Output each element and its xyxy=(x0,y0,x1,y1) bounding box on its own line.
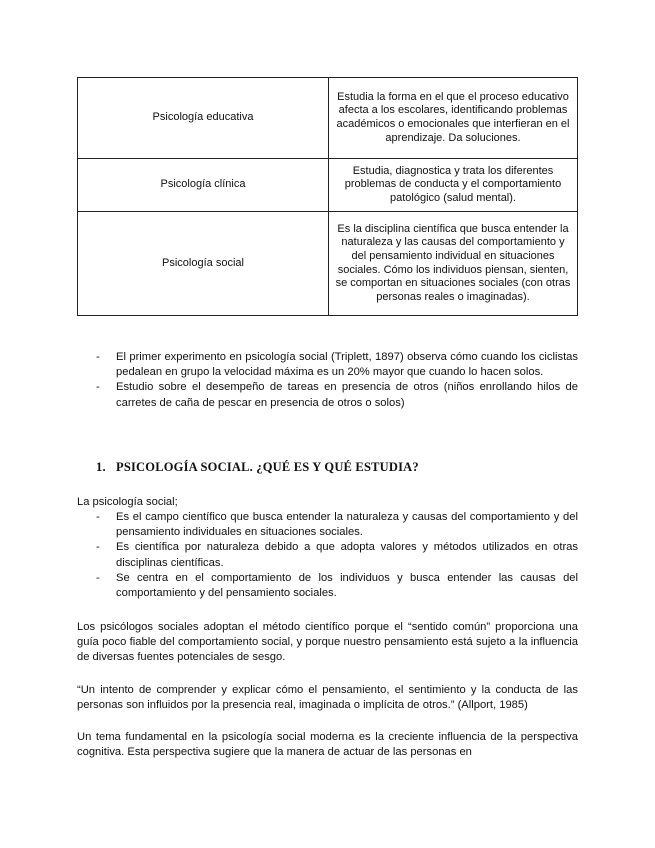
list-item-text: Estudio sobre el desempeño de tareas en presencia de otros (niños enrollando hilos de carretes de caña de pescar en presencia de otros o solos) xyxy=(116,381,578,409)
list-item-text: Se centra en el comportamiento de los individuos y busca entender las causas del comportamiento y del pensamiento sociales. xyxy=(116,571,578,600)
experiments-list xyxy=(77,350,578,411)
table-row xyxy=(78,159,578,212)
table-term-cell: Psicología clínica xyxy=(78,159,329,212)
list-item xyxy=(77,380,578,410)
table-definition-cell: Es la disciplina científica que busca entender la naturaleza y las causas del comportamiento y del pensamiento individual en situaciones sociales. Cómo los individuos piensan, sienten, se comportan en situaciones sociales (con otras personas reales o imaginadas). xyxy=(329,212,578,316)
section-title: PSICOLOGÍA SOCIAL. ¿QUÉ ES Y QUÉ ESTUDIA? xyxy=(116,460,419,474)
list-item xyxy=(77,350,578,380)
table-definition-cell: Estudia, diagnostica y trata los diferentes problemas de conducta y el comportamiento patológico (salud mental). xyxy=(329,159,578,212)
paragraph: Un tema fundamental en la psicología social moderna es la creciente influencia de la perspectiva cognitiva. Esta perspectiva sugiere que la manera de actuar de las personas en xyxy=(77,731,578,759)
quote-paragraph: “Un intento de comprender y explicar cómo el pensamiento, el sentimiento y la conducta de las personas son influidos por la presencia real, imaginada o implícita de otros.” (Allport, 1985) xyxy=(77,684,578,712)
section-number: 1. xyxy=(96,460,106,474)
intro-text: La psicología social; xyxy=(77,496,178,508)
bullet-dash: - xyxy=(96,571,100,584)
bullet-dash: - xyxy=(96,351,100,363)
list-item-text: Es el campo científico que busca entender la naturaleza y causas del comportamiento y del pensamiento individuales en situaciones sociales. xyxy=(116,511,578,539)
list-item xyxy=(77,540,578,570)
paragraph: Los psicólogos sociales adoptan el método científico porque el “sentido común” proporciona una guía poco fiable del comportamiento social, y porque nuestro pensamiento está sujeto a la influencia de diversas fuentes potenciales de sesgo. xyxy=(77,621,578,664)
bullet-dash: - xyxy=(96,381,100,394)
bullet-dash: - xyxy=(96,511,100,523)
table-term-cell: Psicología educativa xyxy=(78,78,329,159)
table-row xyxy=(78,78,578,159)
table-row xyxy=(78,212,578,316)
table-term-cell: Psicología social xyxy=(78,212,329,316)
table-definition-cell: Estudia la forma en el que el proceso educativo afecta a los escolares, identificando problemas académicos o emocionales que interfieran en el aprendizaje. Da soluciones. xyxy=(329,78,578,159)
list-item-text: El primer experimento en psicología social (Triplett, 1897) observa cómo cuando los ciclistas pedalean en grupo la velocidad máxima es un 20% mayor que cuando lo hacen solos. xyxy=(116,351,578,379)
definition-list xyxy=(77,510,578,601)
bullet-dash: - xyxy=(96,541,100,554)
list-item xyxy=(77,510,578,540)
psychology-branches-table xyxy=(77,77,578,316)
section-heading xyxy=(96,460,419,475)
list-item-text: Es científica por naturaleza debido a que adopta valores y métodos utilizados en otras disciplinas científicas. xyxy=(116,541,578,569)
list-item xyxy=(77,571,578,601)
